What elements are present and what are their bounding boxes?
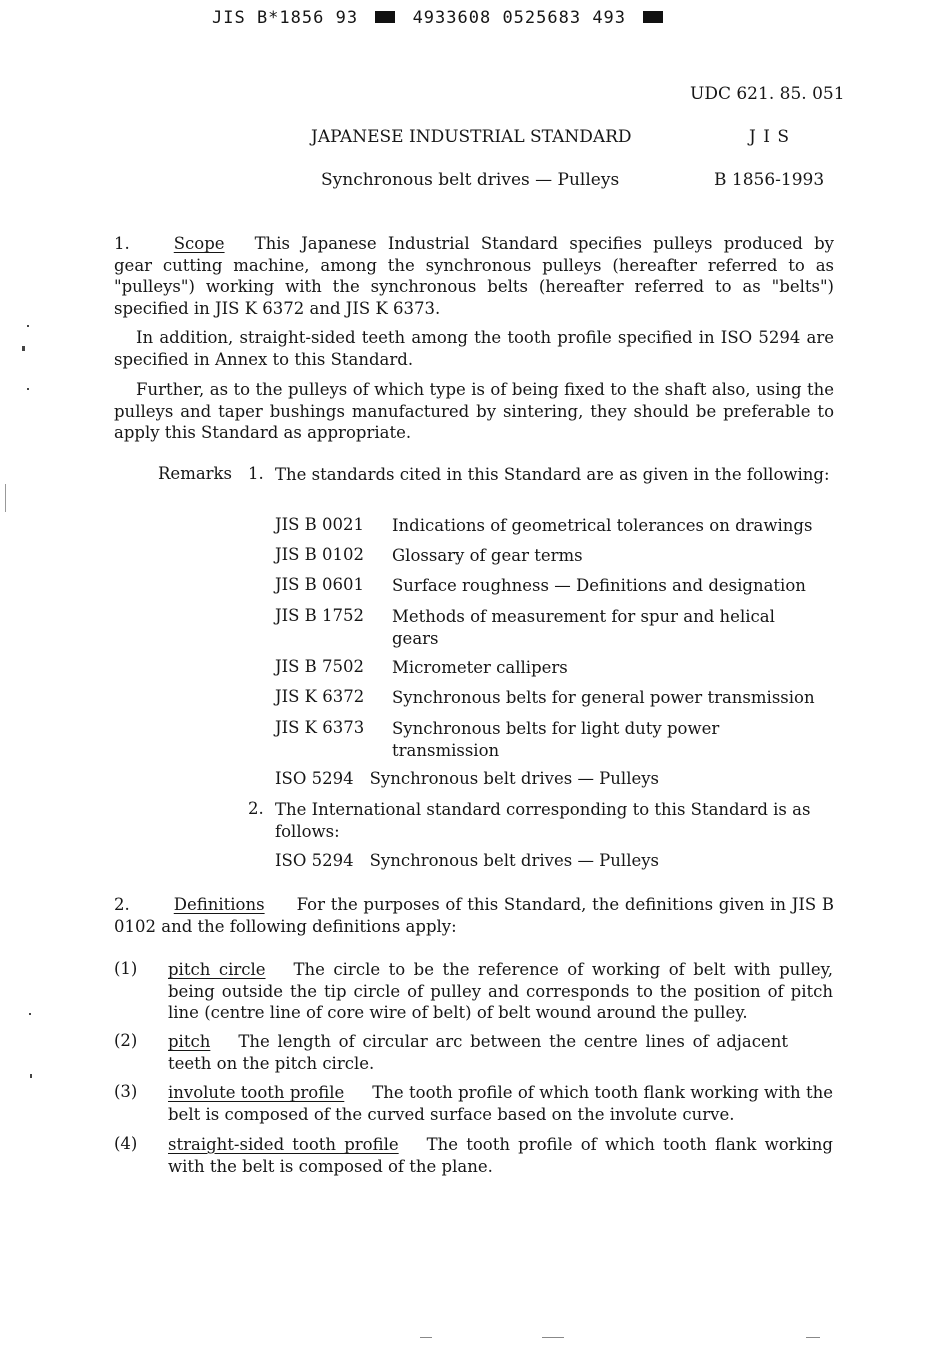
- definition-text: The tooth profile of which tooth flank working with the belt is composed of the curved surface based on the involute curve.: [168, 1083, 833, 1124]
- definitions-intro: For the purposes of this Standard, the definitions given in JIS B 0102 and the following definitions apply:: [114, 895, 834, 936]
- scan-block-mark: [375, 11, 395, 23]
- standard-code: JIS B 7502: [275, 657, 365, 676]
- standard-name: Glossary of gear terms: [392, 546, 583, 565]
- definition-text: The length of circular arc between the centre lines of adjacent teeth on the pitch circle.: [168, 1032, 788, 1073]
- standard-name: Indications of geometrical tolerances on drawings: [392, 516, 813, 535]
- definition-text: The circle to be the reference of working of belt with pulley, being outside the tip circle of pulley and corresponds to the position of pitch line (centre line of core wire of belt) of belt wound around the pulley.: [168, 960, 834, 1022]
- definition-text: The tooth profile of which tooth flank working with the belt is composed of the plane.: [168, 1135, 833, 1176]
- definition-number: (1): [114, 959, 138, 978]
- scan-edge-line: [5, 484, 6, 512]
- iso-reference-2: [275, 851, 659, 870]
- scan-header-number: 4933608 0525683 493: [412, 8, 627, 28]
- definitions-heading: Definitions: [173, 895, 265, 914]
- scan-speck: [22, 346, 25, 351]
- definition-term: straight-sided tooth profile: [168, 1135, 399, 1154]
- iso-title: Synchronous belt drives — Pulleys: [369, 769, 660, 788]
- definition-number: (3): [114, 1082, 138, 1101]
- scan-block-mark: [643, 11, 663, 23]
- definitions-section-number: 2.: [114, 895, 130, 914]
- standard-code: JIS K 6373: [275, 718, 365, 737]
- standard-name: Synchronous belts for light duty power transmission: [392, 719, 720, 760]
- standard-code: JIS B 0102: [275, 545, 365, 564]
- scan-speck: [29, 1013, 31, 1015]
- definition-number: (2): [114, 1031, 138, 1050]
- standard-title: JAPANESE INDUSTRIAL STANDARD: [311, 127, 632, 147]
- remark-2-text: The International standard corresponding to this Standard is as follows:: [275, 800, 811, 841]
- scope-paragraph-3: Further, as to the pulleys of which type is of being fixed to the shaft also, using the pulleys and taper bushings manufactured by sintering, they should be preferable to apply this Standard as appropriate.: [114, 380, 834, 442]
- scope-paragraph: [114, 233, 834, 319]
- standard-code: JIS B 0021: [275, 515, 365, 534]
- scope-heading: Scope: [173, 234, 225, 253]
- jis-label: J I S: [749, 127, 790, 147]
- standard-code: JIS K 6372: [275, 687, 365, 706]
- scan-speck: [30, 1074, 32, 1078]
- standard-code: JIS B 1752: [275, 606, 365, 625]
- definition-item: [168, 1134, 833, 1177]
- standard-name: Micrometer callipers: [392, 658, 568, 677]
- scope-section-number: 1.: [114, 234, 130, 253]
- scan-edge-line: [806, 1337, 820, 1338]
- scan-header: [212, 8, 669, 28]
- scan-edge-line: [420, 1337, 432, 1338]
- remark-2-number: 2.: [248, 799, 264, 818]
- definition-term: pitch circle: [168, 960, 266, 979]
- standard-number: B 1856-1993: [714, 170, 825, 190]
- standard-name: Surface roughness — Definitions and designation: [392, 576, 806, 595]
- definition-item: [168, 1031, 788, 1074]
- iso-reference-1: [275, 769, 659, 788]
- scan-speck: [27, 325, 29, 327]
- udc-number: UDC 621. 85. 051: [690, 84, 845, 104]
- scan-edge-line: [542, 1337, 564, 1338]
- standard-code: JIS B 0601: [275, 575, 365, 594]
- standard-name: Synchronous belts for general power transmission: [392, 688, 815, 707]
- remarks-label: Remarks: [158, 464, 233, 483]
- scope-paragraph-2: In addition, straight-sided teeth among the tooth profile specified in ISO 5294 are specified in Annex to this Standard.: [114, 328, 834, 369]
- iso-title: Synchronous belt drives — Pulleys: [369, 851, 660, 870]
- standard-name: Methods of measurement for spur and helical gears: [392, 607, 775, 648]
- definition-number: (4): [114, 1134, 138, 1153]
- definitions-paragraph: [114, 894, 834, 937]
- definition-term: pitch: [168, 1032, 211, 1051]
- scope-text: This Japanese Industrial Standard specifies pulleys produced by gear cutting machine, among the synchronous pulleys (hereafter referred to as "pulleys") working with the synchronous belts (hereafter referred to as "belts") specified in JIS K 6372 and JIS K 6373.: [114, 234, 834, 318]
- standard-subtitle: Synchronous belt drives — Pulleys: [321, 170, 620, 190]
- remark-1-number: 1.: [248, 464, 264, 483]
- scan-header-code: JIS B*1856 93: [212, 8, 359, 28]
- definition-term: involute tooth profile: [168, 1083, 345, 1102]
- scan-speck: [27, 388, 29, 390]
- iso-code: ISO 5294: [275, 769, 354, 788]
- remark-1-text: The standards cited in this Standard are as given in the following:: [275, 465, 830, 484]
- definition-item: [168, 1082, 833, 1125]
- iso-code: ISO 5294: [275, 851, 354, 870]
- definition-item: [168, 959, 833, 1024]
